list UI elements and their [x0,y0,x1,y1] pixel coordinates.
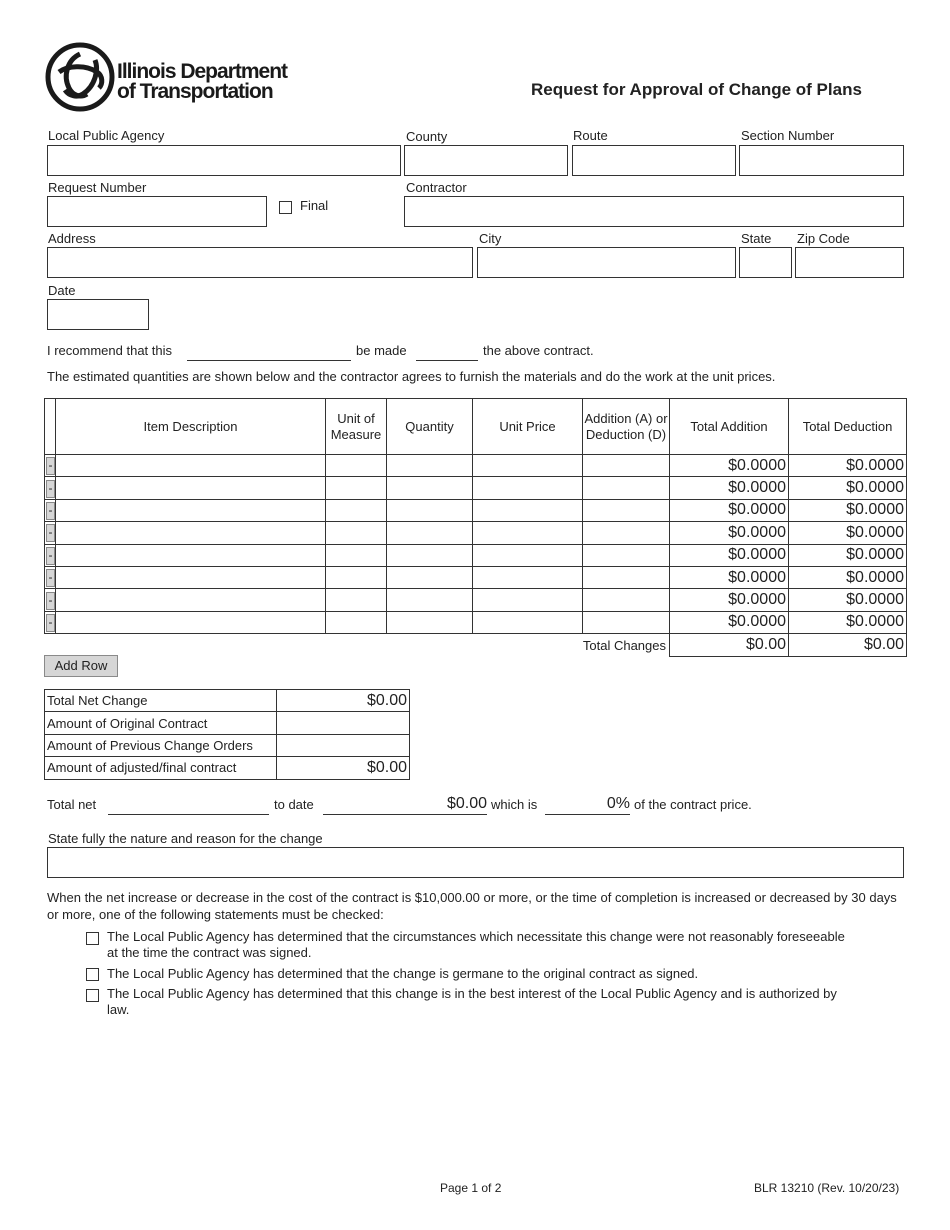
statement-2-text: The Local Public Agency has determined that the change is germane to the original contract as signed. [107,966,699,981]
total-deduction-cell: $0.0000 [789,566,907,588]
item-description-cell[interactable] [56,522,326,544]
table-row [45,455,907,477]
page-number: Page 1 of 2 [440,1181,502,1195]
unit-price-cell[interactable] [473,589,583,611]
total-deduction-cell: $0.0000 [789,455,907,477]
item-description-cell[interactable] [56,455,326,477]
request-number-label: Request Number [48,180,147,195]
statement-3-checkbox[interactable] [86,989,99,1002]
date-label: Date [48,283,76,298]
add-row-button[interactable]: Add Row [44,655,118,677]
addition-deduction-cell[interactable] [583,477,670,499]
quantity-cell[interactable] [387,477,473,499]
address-label: Address [48,231,96,246]
to-date-value-field[interactable]: $0.00 [323,795,487,815]
zip-code-field[interactable] [795,247,904,278]
item-description-cell[interactable] [56,589,326,611]
remove-row-button[interactable]: - [46,547,55,565]
table-row [45,566,907,588]
final-checkbox[interactable] [279,201,292,214]
total-deduction-value: $0.00 [789,634,907,656]
remove-row-cell [45,544,56,566]
total-net-label: Total net [47,797,97,812]
recommend-text-2: be made [356,343,407,358]
total-spacer [56,634,326,656]
addition-deduction-cell[interactable] [583,455,670,477]
remove-row-button[interactable]: - [46,480,55,498]
reason-field[interactable] [47,847,904,878]
local-public-agency-field[interactable] [47,145,401,176]
total-addition-cell: $0.0000 [670,566,789,588]
summary-row [45,712,410,734]
total-addition-cell: $0.0000 [670,499,789,521]
state-label: State [741,231,772,246]
item-description-cell[interactable] [56,499,326,521]
addition-deduction-cell[interactable] [583,611,670,633]
item-description-cell[interactable] [56,611,326,633]
to-date-label: to date [274,797,314,812]
header-remove-col [45,399,56,455]
total-addition-cell: $0.0000 [670,611,789,633]
remove-row-button[interactable]: - [46,524,55,542]
total-addition-cell: $0.0000 [670,477,789,499]
item-description-cell[interactable] [56,566,326,588]
recommend-change-type-field[interactable] [187,341,351,361]
unit-price-cell[interactable] [473,611,583,633]
form-title: Request for Approval of Change of Plans [531,80,862,99]
total-deduction-cell: $0.0000 [789,589,907,611]
quantity-cell[interactable] [387,499,473,521]
summary-label: Amount of Previous Change Orders [45,734,277,756]
idot-logo [45,42,115,112]
section-number-label: Section Number [741,128,835,143]
remove-row-cell [45,455,56,477]
remove-row-cell [45,499,56,521]
header-unit-of-measure: Unit of Measure [326,399,387,455]
unit-of-measure-cell[interactable] [326,611,387,633]
route-field[interactable] [572,145,736,176]
total-addition-cell: $0.0000 [670,589,789,611]
addition-deduction-cell[interactable] [583,566,670,588]
remove-row-cell [45,611,56,633]
org-name-line2: of Transportation [117,80,273,103]
item-description-cell[interactable] [56,544,326,566]
table-row [45,522,907,544]
summary-label: Amount of Original Contract [45,712,277,734]
summary-row [45,690,410,712]
city-field[interactable] [477,247,736,278]
total-addition-cell: $0.0000 [670,455,789,477]
quantity-cell[interactable] [387,522,473,544]
contract-price-label: of the contract price. [634,797,752,812]
zip-code-label: Zip Code [797,231,850,246]
total-deduction-cell: $0.0000 [789,611,907,633]
quantity-cell[interactable] [387,544,473,566]
org-name-line1: Illinois Department [117,60,288,83]
table-row [45,499,907,521]
quantity-cell[interactable] [387,611,473,633]
summary-value[interactable] [277,712,410,734]
route-label: Route [573,128,608,143]
total-net-type-field[interactable] [108,795,269,815]
summary-label: Total Net Change [45,690,277,712]
unit-of-measure-cell[interactable] [326,499,387,521]
recommend-preposition-field[interactable] [416,341,478,361]
statement-1-text: The Local Public Agency has determined that the circumstances which necessitate this change were not reasonably foreseeable at the time the contract was signed. [107,929,845,960]
recommend-text-1: I recommend that this [47,343,172,358]
statement-1-checkbox[interactable] [86,932,99,945]
table-row [45,589,907,611]
total-deduction-cell: $0.0000 [789,544,907,566]
unit-of-measure-cell[interactable] [326,544,387,566]
total-addition-value: $0.00 [670,634,789,656]
total-spacer [387,634,473,656]
summary-value[interactable] [277,734,410,756]
header-item-description: Item Description [56,399,326,455]
statement-3-text: The Local Public Agency has determined that this change is in the best interest of the Local Public Agency and is authorized by law. [107,986,837,1017]
unit-of-measure-cell[interactable] [326,455,387,477]
summary-row [45,757,410,779]
unit-price-cell[interactable] [473,544,583,566]
total-deduction-cell: $0.0000 [789,477,907,499]
summary-row [45,734,410,756]
addition-deduction-cell[interactable] [583,522,670,544]
header-total-deduction: Total Deduction [789,399,907,455]
remove-row-cell [45,477,56,499]
addition-deduction-cell[interactable] [583,544,670,566]
remove-row-button[interactable]: - [46,592,55,610]
total-addition-cell: $0.0000 [670,544,789,566]
contractor-label: Contractor [406,180,467,195]
date-field[interactable] [47,299,149,330]
total-deduction-cell: $0.0000 [789,522,907,544]
remove-row-cell [45,589,56,611]
remove-row-button[interactable]: - [46,502,55,520]
unit-price-cell[interactable] [473,566,583,588]
summary-label: Amount of adjusted/final contract [45,757,277,779]
unit-price-cell[interactable] [473,499,583,521]
remove-row-cell [45,566,56,588]
unit-of-measure-cell[interactable] [326,522,387,544]
remove-row-cell [45,522,56,544]
header-total-addition: Total Addition [670,399,789,455]
header-unit-price: Unit Price [473,399,583,455]
total-addition-cell: $0.0000 [670,522,789,544]
address-field[interactable] [47,247,473,278]
summary-table [44,689,410,780]
table-row [45,544,907,566]
addition-deduction-cell[interactable] [583,589,670,611]
county-field[interactable] [404,145,568,176]
total-changes-label: Total Changes [582,637,666,653]
recommend-text-3: the above contract. [483,343,594,358]
unit-price-cell[interactable] [473,477,583,499]
items-table [44,398,907,657]
total-spacer [45,634,56,656]
unit-of-measure-cell[interactable] [326,566,387,588]
county-label: County [406,129,448,144]
unit-price-cell[interactable] [473,455,583,477]
percent-value-field[interactable]: 0% [545,795,630,815]
quantity-cell[interactable] [387,566,473,588]
table-row [45,477,907,499]
quantity-cell[interactable] [387,589,473,611]
remove-row-button[interactable]: - [46,569,55,587]
reason-label: State fully the nature and reason for the change [48,831,323,846]
intro-text: The estimated quantities are shown below and the contractor agrees to furnish the materials and do the work at the unit prices. [47,369,776,384]
which-is-label: which is [491,797,538,812]
total-spacer [326,634,387,656]
state-field[interactable] [739,247,792,278]
remove-row-button[interactable]: - [46,457,55,475]
summary-value[interactable]: $0.00 [277,757,410,779]
contractor-field[interactable] [404,196,904,227]
header-addition-deduction: Addition (A) or Deduction (D) [583,399,670,455]
item-description-cell[interactable] [56,477,326,499]
unit-of-measure-cell[interactable] [326,477,387,499]
summary-value[interactable]: $0.00 [277,690,410,712]
request-number-field[interactable] [47,196,267,227]
local-public-agency-label: Local Public Agency [48,128,165,143]
unit-price-cell[interactable] [473,522,583,544]
section-number-field[interactable] [739,145,904,176]
idot-logo-icon [45,42,115,112]
threshold-text: When the net increase or decrease in the cost of the contract is $10,000.00 or more, or the time of completion is increased or decreased by 30 days or more, one of the following statements must be checked: [47,890,897,922]
quantity-cell[interactable] [387,455,473,477]
addition-deduction-cell[interactable] [583,499,670,521]
statement-2-checkbox[interactable] [86,968,99,981]
table-row [45,611,907,633]
unit-of-measure-cell[interactable] [326,589,387,611]
city-label: City [479,231,502,246]
total-deduction-cell: $0.0000 [789,499,907,521]
remove-row-button[interactable]: - [46,614,55,632]
header-quantity: Quantity [387,399,473,455]
form-id: BLR 13210 (Rev. 10/20/23) [754,1181,900,1195]
final-label: Final [300,198,329,213]
